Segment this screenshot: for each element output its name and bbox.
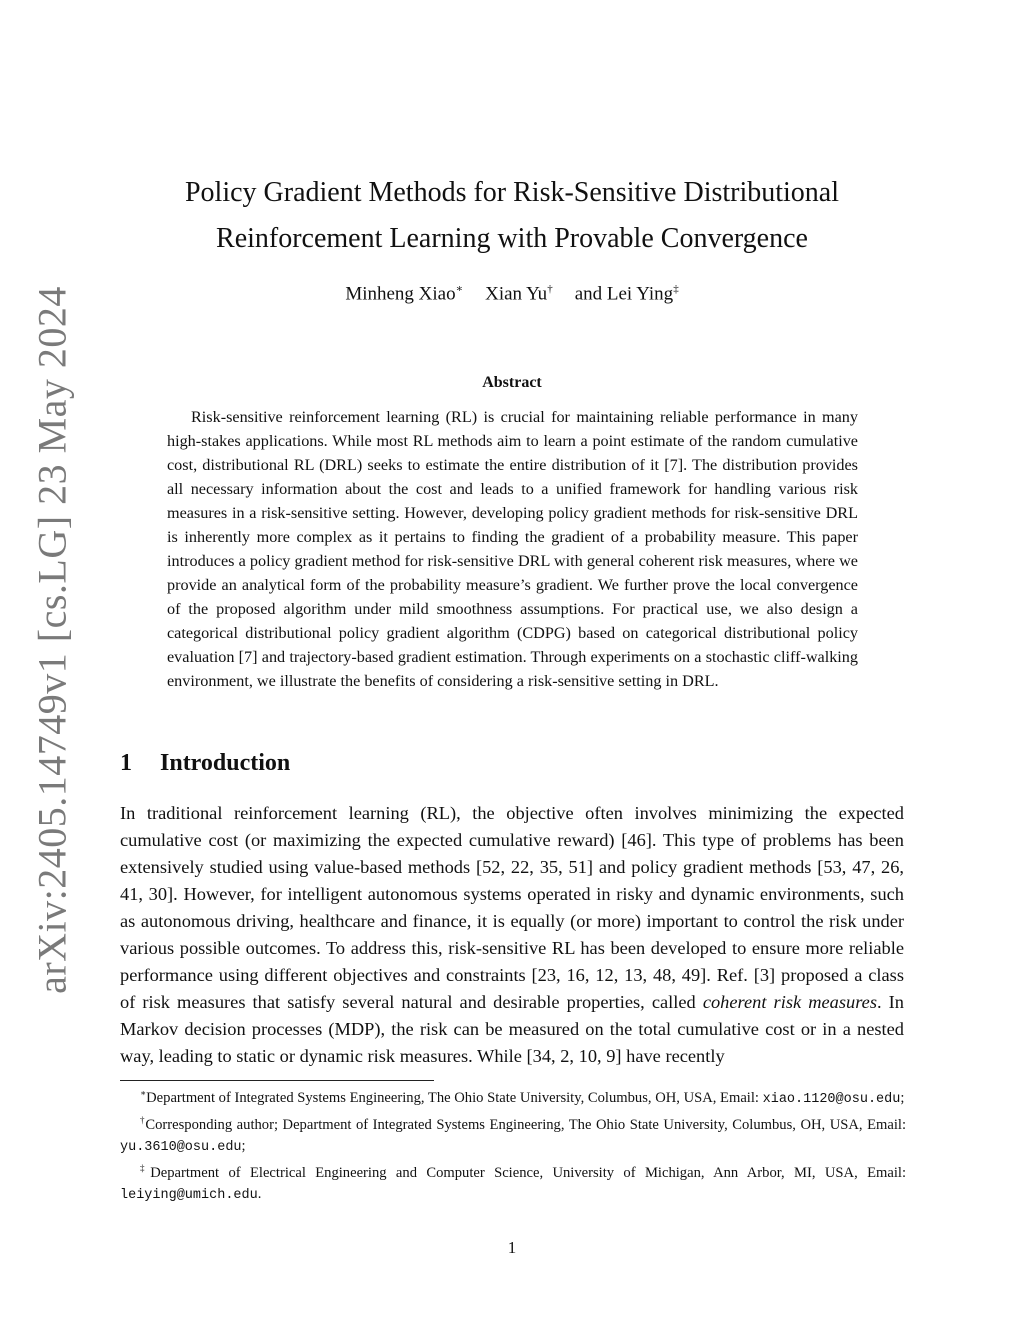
footnote — [120, 1158, 906, 1206]
footnote-text: Department of Electrical Engineering and Computer Science, University of Michigan, Ann Arbor, MI, USA, Email: — [150, 1164, 906, 1181]
email-address: xiao.1120@osu.edu — [762, 1091, 901, 1107]
footnote-punctuation: . — [257, 1185, 262, 1202]
email-address: leiying@umich.edu — [120, 1187, 258, 1203]
email-address: yu.3610@osu.edu — [120, 1139, 242, 1155]
section-heading — [120, 750, 290, 777]
abstract-text: Risk-sensitive reinforcement learning (RL) is crucial for maintaining reliable performance in many high-stakes applications. While most RL methods aim to learn a point estimate of the random cumulative cost, distributional RL (DRL) seeks to estimate the entire distribution of it [7]. The distribution provides all necessary information about the cost and leads to a unified framework for handling various risk measures in a risk-sensitive setting. However, developing policy gradient methods for risk-sensitive DRL is inherently more complex as it pertains to finding the gradient of a probability measure. This paper introduces a policy gradient method for risk-sensitive DRL with general coherent risk measures, where we provide an analytical form of the probability measure’s gradient. We further prove the local convergence of the proposed algorithm under mild smoothness assumptions. For practical use, we also design a categorical distributional policy gradient algorithm (CDPG) based on categorical distributional policy evaluation [7] and trajectory-based gradient estimation. Through experiments on a stochastic cliff-walking environment, we illustrate the benefits of considering a risk-sensitive setting in DRL. — [167, 408, 858, 690]
footnotes — [120, 1083, 906, 1206]
footnote-text: Department of Integrated Systems Engineering, The Ohio State University, Columbus, OH, USA, Email: — [146, 1089, 763, 1106]
page-number: 1 — [507, 1238, 517, 1257]
abstract-heading: Abstract — [482, 374, 542, 391]
arxiv-identifier-stamp: arXiv:2405.14749v1 [cs.LG] 23 May 2024 — [29, 286, 75, 994]
footnote-mark: † — [140, 1114, 146, 1125]
footnote-mark: ∗ — [140, 1088, 147, 1098]
author-name: and Lei Ying — [574, 283, 674, 305]
footnote-text: Corresponding author; Department of Integrated Systems Engineering, The Ohio State University, Columbus, OH, USA, Email: — [145, 1116, 907, 1133]
paper-title — [120, 170, 904, 262]
footnote — [120, 1083, 906, 1110]
footnote-mark: ‡ — [673, 283, 679, 295]
title-line-1: Policy Gradient Methods for Risk-Sensitive Distributional — [184, 177, 840, 208]
footnote-punctuation: ; — [241, 1137, 246, 1154]
footnote-mark: ∗ — [455, 283, 464, 295]
footnote — [120, 1110, 906, 1158]
author-list — [120, 282, 904, 305]
footnote-mark: † — [547, 283, 553, 295]
section-title: Introduction — [160, 750, 291, 776]
intro-emphasis: coherent risk measures — [702, 992, 878, 1012]
title-line-2: Reinforcement Learning with Provable Convergence — [216, 223, 808, 254]
introduction-paragraph — [120, 800, 904, 1070]
footnote-mark: ‡ — [140, 1162, 151, 1173]
intro-text: In traditional reinforcement learning (RL), the objective often involves minimizing the expected cumulative cost (or maximizing the expected cumulative reward) [46]. This type of problems has been extensively studied using value-based methods [52, 22, 35, 51] and policy gradient methods [53, 47, 26, 41, 30]. However, for intelligent autonomous systems operated in risky and dynamic environments, such as autonomous driving, healthcare and finance, it is equally (or more) important to control the risk under various possible outcomes. To address this, risk-sensitive RL has been developed to ensure more reliable performance using different objectives and constraints [23, 16, 12, 13, 48, 49]. Ref. [3] proposed a class of risk measures that satisfy several natural and desirable properties, called — [120, 803, 904, 1012]
section-number: 1 — [120, 750, 132, 776]
author-name: Minheng Xiao — [345, 283, 456, 305]
author-name: Xian Yu — [485, 283, 548, 305]
intro-text: . In Markov decision processes (MDP), the risk can be measured on the total cumulative cost or in a nested way, leading to static or dynamic risk measures. While [34, 2, 10, 9] have recently — [120, 992, 905, 1066]
footnote-punctuation: ; — [900, 1089, 905, 1106]
footnote-divider — [120, 1080, 434, 1081]
